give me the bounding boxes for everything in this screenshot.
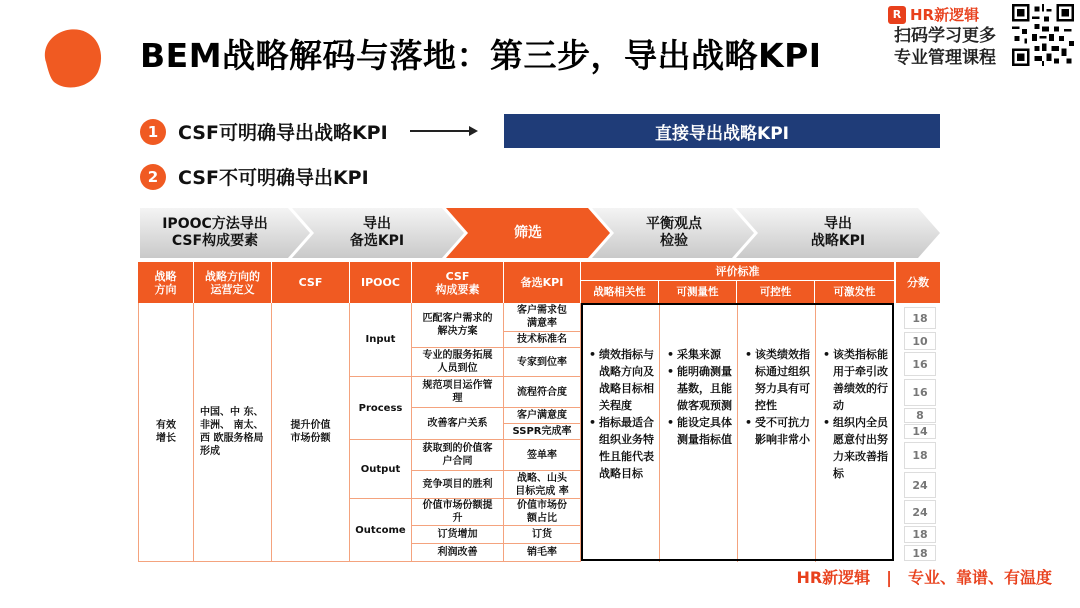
process-step-4: 平衡观点 检验 [646, 216, 702, 249]
element-8: 订货增加 [412, 526, 504, 544]
process-step-3: 筛选 [514, 224, 542, 241]
score-2: 10 [904, 332, 936, 350]
kpi-2: 技术标准名 [504, 332, 581, 348]
kpi-8: 战略、山头 目标完成 率 [504, 471, 581, 499]
brand-logo [888, 4, 1008, 25]
kpi-11: 销毛率 [504, 544, 581, 562]
element-9: 利润改善 [412, 544, 504, 562]
step-1-number: 1 [140, 119, 166, 145]
element-4: 改善客户关系 [412, 408, 504, 440]
score-8: 24 [904, 472, 936, 498]
kpi-table [138, 262, 940, 562]
criteria-measurability-1: • 采集来源 [667, 348, 721, 361]
brand-tagline-1: 扫码学习更多 [894, 26, 996, 46]
criteria-motivation-2: • 组织内全员愿意付出努力来改善指标 [823, 416, 888, 480]
right-arrow-icon [410, 130, 476, 132]
step-2 [140, 163, 369, 190]
score-4: 16 [904, 379, 936, 406]
header-ops: 战略方向的 运营定义 [194, 262, 272, 303]
brand-name: HR新逻辑 [910, 6, 980, 24]
kpi-10: 订货 [504, 526, 581, 544]
score-6: 14 [904, 424, 936, 439]
criteria-controllability [745, 346, 811, 448]
score-11: 18 [904, 545, 936, 561]
step-1-text: CSF可明确导出战略KPI [178, 122, 388, 144]
header-ipooc: IPOOC [350, 262, 412, 303]
header-criteria-1: 战略相关性 [581, 281, 659, 303]
criteria-measurability-3: • 能设定具体测量指标值 [667, 416, 732, 446]
header-direction: 战略 方向 [138, 262, 194, 303]
kpi-5: 客户满意度 [504, 408, 581, 424]
element-1: 匹配客户需求的 解决方案 [412, 303, 504, 348]
score-1: 18 [904, 307, 936, 329]
step-2-number: 2 [140, 164, 166, 190]
header-elements: CSF 构成要素 [412, 262, 504, 303]
criteria-measurability-2: • 能明确测量基数，且能做客观预测 [667, 365, 732, 412]
element-6: 竞争项目的胜利 [412, 471, 504, 499]
header-kpi: 备选KPI [504, 262, 581, 303]
criteria-motivation-1: • 该类指标能用于牵引改善绩效的行动 [823, 348, 888, 412]
criteria-controllability-1: • 该类绩效指标通过组织努力具有可控性 [745, 348, 810, 412]
ipooc-process: Process [350, 377, 412, 440]
element-2: 专业的服务拓展 人员到位 [412, 348, 504, 377]
kpi-4: 流程符合度 [504, 377, 581, 408]
step-2-text: CSF不可明确导出KPI [178, 167, 369, 189]
cell-csf: 提升价值 市场份额 [272, 303, 350, 562]
cell-ops: 中国、中 东、 非洲、 南太、 西 欧服务格局 形成 [194, 303, 272, 562]
header-score: 分数 [896, 262, 940, 303]
criteria-relevance-2: • 指标最适合组织业务特性且能代表战略目标 [589, 416, 654, 480]
criteria-relevance-1: • 绩效指标与战略方向及战略目标相关程度 [589, 348, 654, 412]
score-10: 18 [904, 526, 936, 543]
header-csf: CSF [272, 262, 350, 303]
header-criteria-2: 可测量性 [659, 281, 737, 303]
orange-blob-logo [36, 22, 108, 94]
kpi-7: 签单率 [504, 440, 581, 471]
process-step-5: 导出 战略KPI [810, 216, 866, 249]
score-3: 16 [904, 352, 936, 376]
brand-mark-icon: R [888, 6, 906, 24]
score-5: 8 [904, 408, 936, 423]
criteria-divider-2 [737, 303, 738, 562]
direct-kpi-box: 直接导出战略KPI [504, 114, 940, 148]
brand-tagline-2: 专业管理课程 [894, 48, 996, 68]
brand-block [888, 4, 1008, 69]
criteria-measurability [667, 346, 733, 448]
cell-direction: 有效 增长 [138, 303, 194, 562]
footer-slogan: HR新逻辑 | 专业、靠谱、有温度 [796, 568, 1052, 587]
score-7: 18 [904, 442, 936, 469]
kpi-6: SSPR完成率 [504, 424, 581, 440]
step-1 [140, 118, 388, 145]
criteria-motivation [823, 346, 889, 482]
process-step-1: IPOOC方法导出 CSF构成要素 [162, 216, 268, 249]
element-7: 价值市场份额提 升 [412, 499, 504, 526]
header-criteria: 评价标准 [581, 262, 894, 281]
qr-code-icon[interactable] [1012, 4, 1074, 66]
score-9: 24 [904, 500, 936, 524]
element-3: 规范项目运作管 理 [412, 377, 504, 408]
criteria-divider-3 [815, 303, 816, 562]
ipooc-input: Input [350, 303, 412, 377]
process-step-2: 导出 备选KPI [349, 216, 405, 249]
page-title: BEM战略解码与落地：第三步，导出战略KPI [140, 36, 822, 75]
kpi-1: 客户需求包 满意率 [504, 303, 581, 332]
ipooc-output: Output [350, 440, 412, 499]
kpi-3: 专家到位率 [504, 348, 581, 377]
criteria-relevance [589, 346, 655, 482]
process-flow [140, 208, 940, 258]
ipooc-outcome: Outcome [350, 499, 412, 562]
header-criteria-4: 可激发性 [815, 281, 894, 303]
criteria-controllability-2: • 受不可抗力影响非常小 [745, 416, 810, 446]
kpi-9: 价值市场份 额占比 [504, 499, 581, 526]
element-5: 获取到的价值客 户合同 [412, 440, 504, 471]
criteria-divider-1 [659, 303, 660, 562]
header-criteria-3: 可控性 [737, 281, 815, 303]
